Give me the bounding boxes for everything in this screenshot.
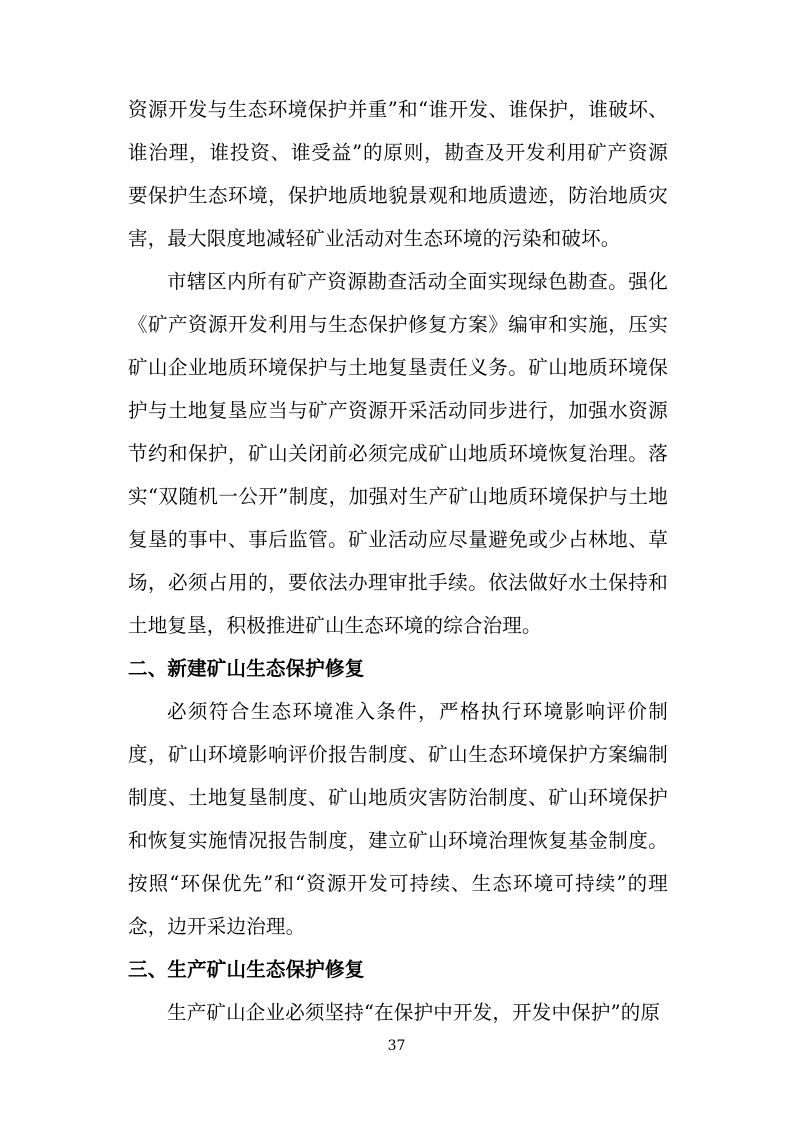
section-heading: 二、新建矿山生态保护修复	[128, 657, 365, 680]
paragraph: 市辖区内所有矿产资源勘查活动全面实现绿色勘查。强化《矿产资源开发利用与生态保护修复方案》编审和实施，压实矿山企业地质环境保护与土地复垦责任义务。矿山地质环境保护与土地复垦应当与矿产资源开采活动同步进行，加强水资源节约和保护，矿山关闭前必须完成矿山地质环境恢复治理。落实“双随机一公开”制度，加强对生产矿山地质环境保护与土地复垦的事中、事后监管。矿业活动应尽量避免或少占林地、草场，必须占用的，要依法办理审批手续。依法做好水土保持和土地复垦，积极推进矿山生态环境的综合治理。	[128, 270, 668, 637]
page-content	[128, 88, 668, 1034]
section-heading: 三、生产矿山生态保护修复	[128, 958, 365, 981]
page-number: 37	[387, 1038, 406, 1054]
paragraph: 资源开发与生态环境保护并重”和“谁开发、谁保护，谁破坏、谁治理，谁投资、谁受益”的原则，勘查及开发利用矿产资源要保护生态环境，保护地质地貌景观和地质遗迹，防治地质灾害，最大限度地减轻矿业活动对生态环境的污染和破坏。	[128, 98, 668, 250]
paragraph: 必须符合生态环境准入条件，严格执行环境影响评价制度，矿山环境影响评价报告制度、矿山生态环境保护方案编制制度、土地复垦制度、矿山地质灾害防治制度、矿山环境保护和恢复实施情况报告制度，建立矿山环境治理恢复基金制度。按照“环保优先”和“资源开发可持续、生态环境可持续”的理念，边开采边治理。	[128, 700, 668, 938]
paragraph: 生产矿山企业必须坚持“在保护中开发，开发中保护”的原	[167, 1001, 661, 1024]
